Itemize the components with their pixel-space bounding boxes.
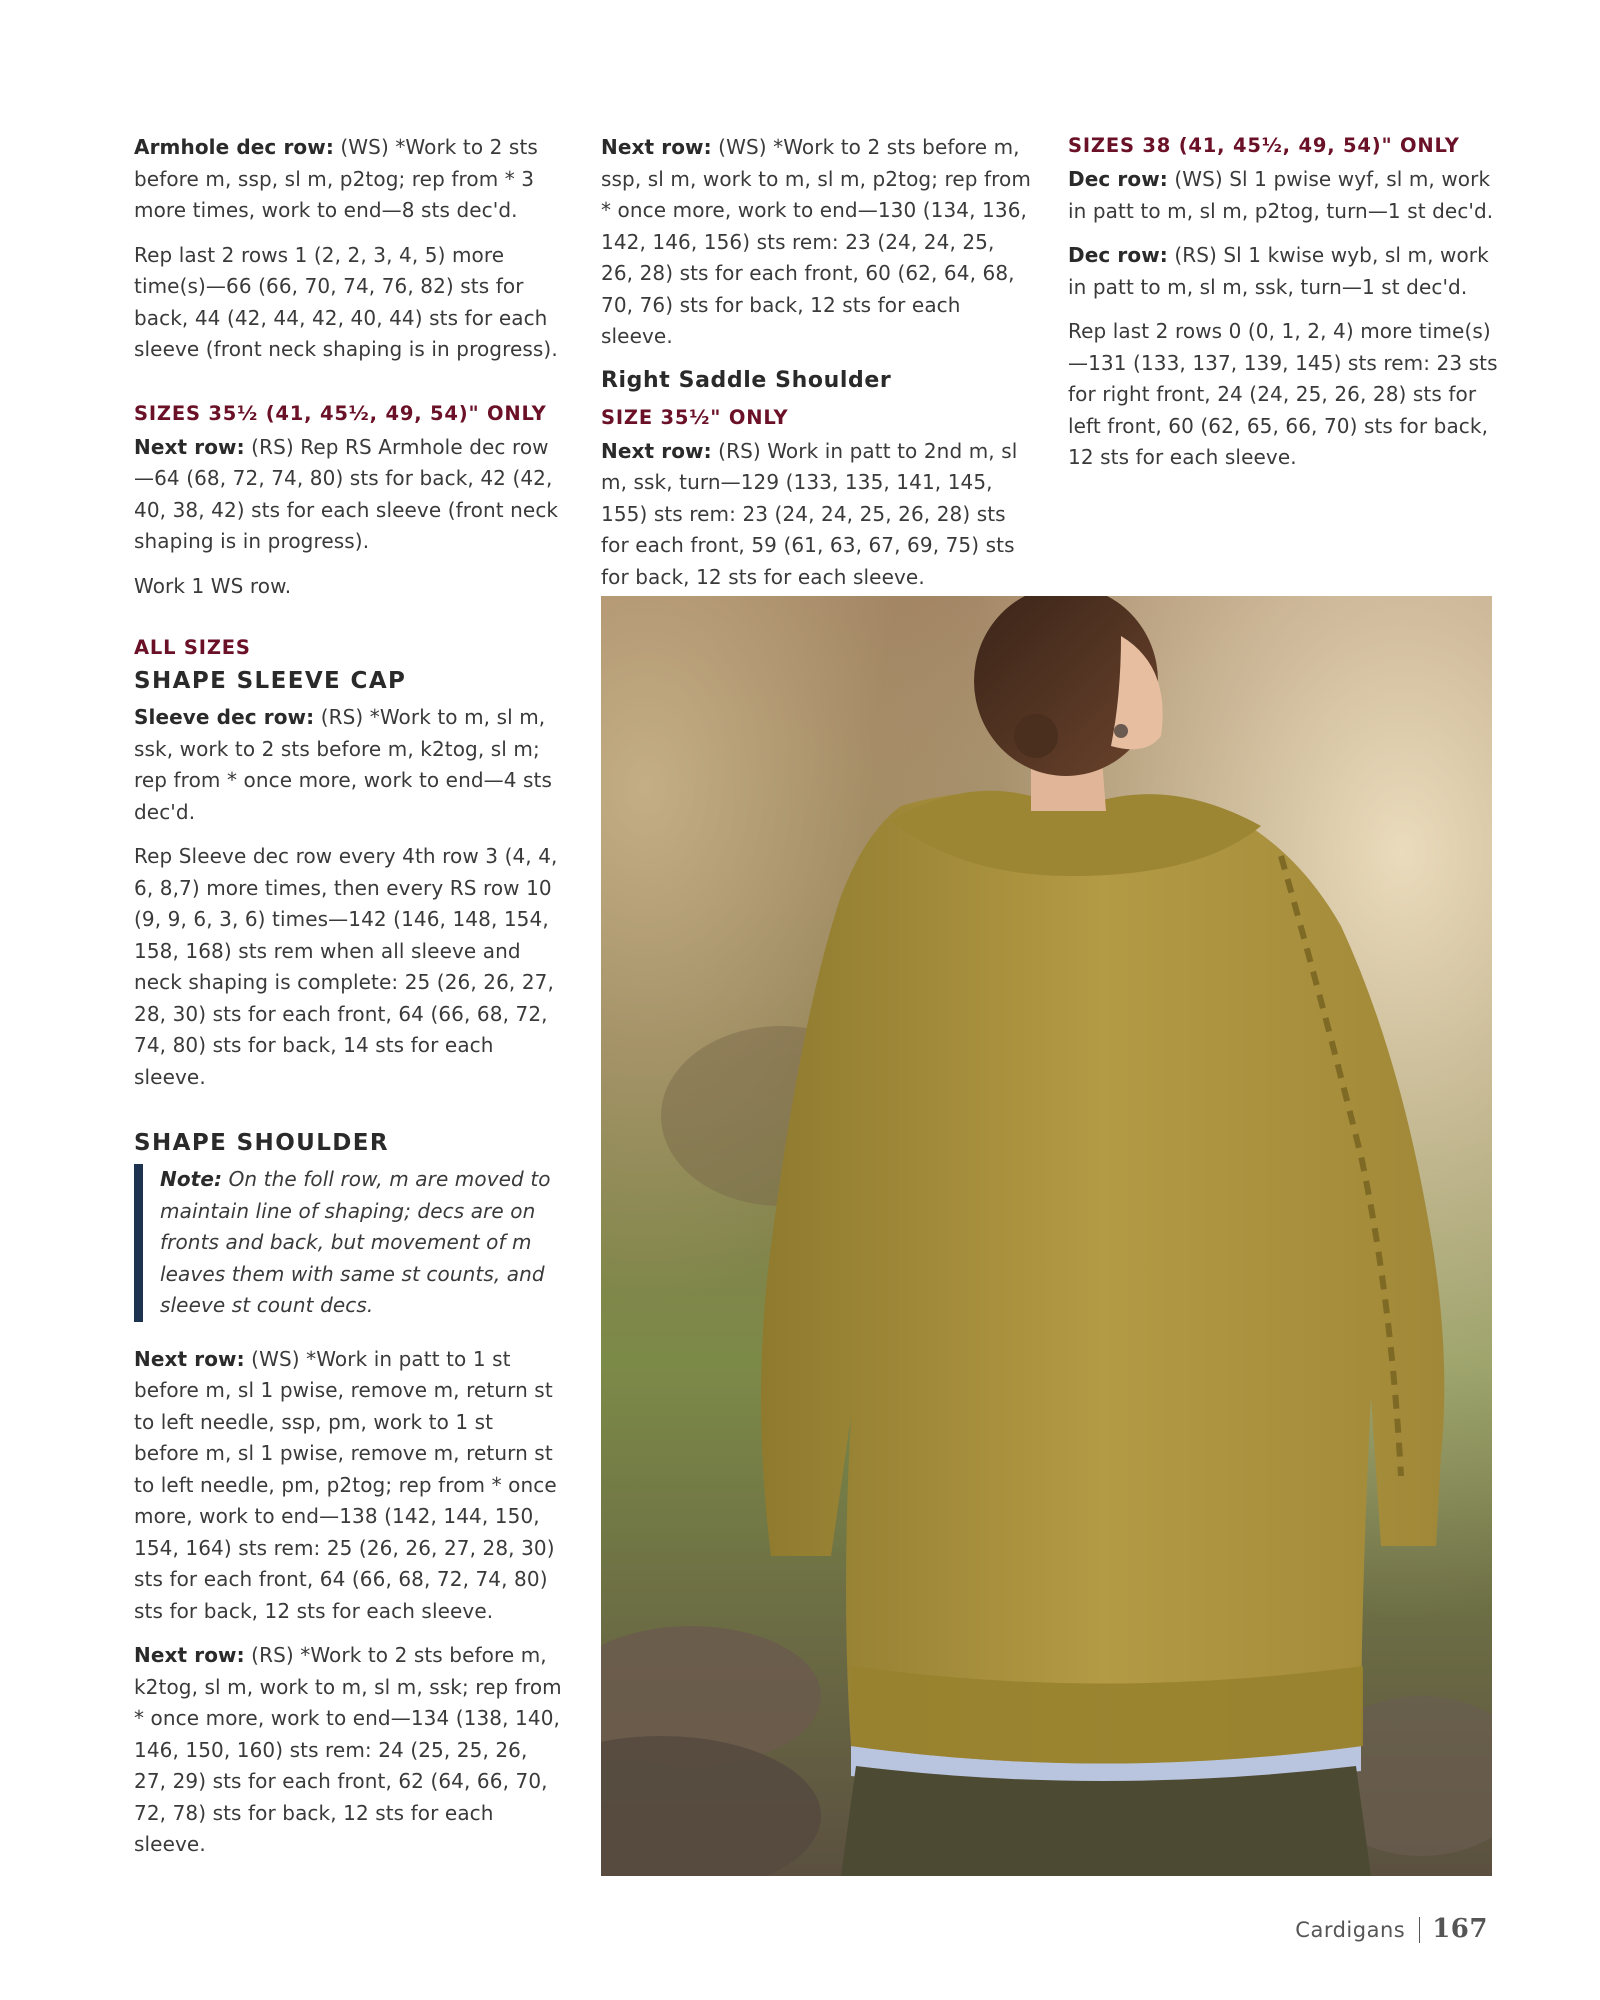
note-label: Note: <box>160 1167 223 1191</box>
next-row-label: Next row: <box>134 434 245 459</box>
repeat-paragraph-1: Rep last 2 rows 1 (2, 2, 3, 4, 5) more time(s)—66 (66, 70, 74, 76, 82) sts for back, 44 (42, 44, 42, 40, 44) sts for each sleeve (front neck shaping is in progress). <box>134 242 558 361</box>
sleeve-dec-label: Sleeve dec row: <box>134 705 315 729</box>
note-callout <box>134 1164 564 1322</box>
next-row-label: Next row: <box>601 438 712 463</box>
shape-sleeve-cap-heading: SHAPE SLEEVE CAP <box>134 668 407 694</box>
size-heading: SIZE 35½" ONLY <box>601 405 789 429</box>
photo-illustration <box>601 596 1492 1876</box>
next-row-text: (RS) Work in patt to 2nd m, sl m, ssk, turn—129 (133, 135, 141, 145, 155) sts rem: 23 (24, 24, 25, 26, 28) sts for each front, 59 (61, 63, 67, 69, 75) sts for back, 12 sts for each sleeve. <box>601 438 1018 589</box>
next-row-text: (WS) *Work to 2 sts before m, ssp, sl m, work to m, sl m, p2tog; rep from * once more, work to end—130 (134, 136, 142, 146, 156) sts rem: 23 (24, 24, 25, 26, 28) sts for each front, 60 (62, 64, 68, 70, 76) sts for back, 12 sts for each sleeve. <box>601 135 1031 348</box>
dec-row-text: (WS) Sl 1 pwise wyf, sl m, work in patt to m, sl m, p2tog, turn—1 st dec'd. <box>1068 167 1494 223</box>
next-row-paragraph-3 <box>134 1640 564 1861</box>
repeat-paragraph-2: Rep Sleeve dec row every 4th row 3 (4, 4, 6, 8,7) more times, then every RS row 10 (9, 9, 6, 3, 6) times—142 (146, 148, 154, 158, 168) sts rem when all sleeve and neck shaping is complete: 25 (26, 26, 27, 28, 30) sts for each front, 64 (66, 68, 72, 74, 80) sts for back, 14 sts for each sleeve. <box>134 844 558 1089</box>
dec-row-paragraph-1 <box>1068 164 1498 227</box>
next-row-text: (WS) *Work in patt to 1 st before m, sl 1 pwise, remove m, return st to left needle, ssp, pm, work to 1 st before m, sl 1 pwise, remove m, return st to left needle, pm, p2tog; rep from * once more, work to end—138 (142, 144, 150, 154, 164) sts rem: 25 (26, 26, 27, 28, 30) sts for each front, 64 (66, 68, 72, 74, 80) sts for back, 12 sts for each sleeve. <box>134 1346 557 1623</box>
cardigan-back-photo <box>601 596 1492 1876</box>
armhole-dec-label: Armhole dec row: <box>134 135 334 159</box>
sizes-heading-1: SIZES 35½ (41, 45½, 49, 54)" ONLY <box>134 401 547 425</box>
repeat-paragraph-3: Rep last 2 rows 0 (0, 1, 2, 4) more time(s)—131 (133, 137, 139, 145) sts rem: 23 sts for right front, 24 (24, 25, 26, 28) sts for left front, 60 (62, 65, 66, 70) sts for back, 12 sts for each sleeve. <box>1068 319 1498 469</box>
shape-shoulder-heading: SHAPE SHOULDER <box>134 1130 390 1156</box>
left-text-column <box>134 132 564 1874</box>
dec-row-label: Dec row: <box>1068 243 1168 267</box>
note-text-paragraph <box>160 1164 564 1322</box>
dec-row-text: (RS) Sl 1 kwise wyb, sl m, work in patt to m, sl m, ssk, turn—1 st dec'd. <box>1068 243 1489 299</box>
next-row-paragraph-5 <box>601 436 1031 594</box>
footer-divider <box>1419 1917 1420 1943</box>
all-sizes-heading: ALL SIZES <box>134 636 251 659</box>
next-row-label: Next row: <box>601 135 712 159</box>
right-saddle-shoulder-heading: Right Saddle Shoulder <box>601 367 892 393</box>
page-number: 167 <box>1432 1914 1488 1944</box>
dec-row-label: Dec row: <box>1068 167 1168 191</box>
next-row-text: (RS) Rep RS Armhole dec row—64 (68, 72, 74, 80) sts for back, 42 (42, 40, 38, 42) sts for each sleeve (front neck shaping is in progress). <box>134 434 559 553</box>
work-ws-row: Work 1 WS row. <box>134 573 292 598</box>
section-name: Cardigans <box>1295 1918 1406 1942</box>
sleeve-dec-paragraph <box>134 702 564 828</box>
note-text: On the foll row, m are moved to maintain line of shaping; decs are on fronts and back, but movement of m leaves them with same st counts, and sleeve st count decs. <box>160 1167 551 1317</box>
right-text-column <box>1068 132 1498 487</box>
middle-text-column <box>601 132 1031 606</box>
next-row-paragraph-4 <box>601 132 1031 353</box>
dec-row-paragraph-2 <box>1068 240 1498 303</box>
next-row-label: Next row: <box>134 1643 245 1667</box>
next-row-text: (RS) *Work to 2 sts before m, k2tog, sl m, work to m, sl m, ssk; rep from * once more, work to end—134 (138, 140, 146, 150, 160) sts rem: 24 (25, 25, 26, 27, 29) sts for each front, 62 (64, 66, 70, 72, 78) sts for back, 12 sts for each sleeve. <box>134 1643 562 1856</box>
page-footer <box>1295 1914 1488 1944</box>
sizes-heading-2: SIZES 38 (41, 45½, 49, 54)" ONLY <box>1068 134 1460 157</box>
armhole-dec-text: (WS) *Work to 2 sts before m, ssp, sl m, p2tog; rep from * 3 more times, work to end—8 sts dec'd. <box>134 135 538 222</box>
next-row-paragraph-1 <box>134 432 564 558</box>
armhole-dec-paragraph <box>134 132 564 227</box>
next-row-paragraph-2 <box>134 1344 564 1628</box>
sleeve-dec-text: (RS) *Work to m, sl m, ssk, work to 2 sts before m, k2tog, sl m; rep from * once more, work to end—4 sts dec'd. <box>134 705 553 824</box>
next-row-label: Next row: <box>134 1346 245 1371</box>
